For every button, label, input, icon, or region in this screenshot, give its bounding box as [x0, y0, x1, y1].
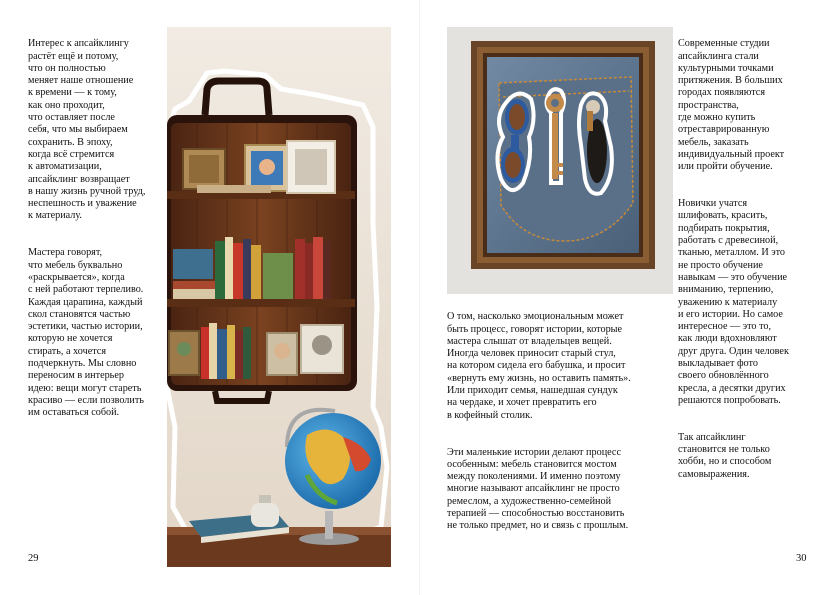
framed-denim-pocket-photo	[447, 27, 673, 294]
middle-paragraph-1: О том, насколько эмоциональным может быть процесс, говорят истории, которые мастера слышат от владельцев вещей. Иногда человек приносит старый стул, на котором сидела его бабушка, и просит «вернуть ему жизнь, но оставить память». Или приходит семья, нашедшая сундук на чердаке, и хочет превратить его в кофейный столик.	[447, 311, 631, 421]
page-number-right: 30	[796, 553, 807, 564]
left-paragraph-2: Мастера говорят, что мебель буквально «раскрывается», когда с ней работают терпеливо. Каждая царапина, каждый скол становятся частью эстетики, частью истории, которую не хочется стирать, а хочется подчеркнуть. Мы словно переносим в интерьер идею: вещи могут стареть красиво — если позволить им оставаться собой.	[28, 247, 144, 419]
middle-paragraph-2: Эти маленькие истории делают процесс особенным: мебель становится мостом между поколениями. И именно поэтому многие называют апсайклинг не просто ремеслом, а художественно-семейной терапией — способностью восстановить не только предмет, но и связь с прошлым.	[447, 446, 629, 532]
page-gutter	[419, 0, 420, 595]
page-number-left: 29	[28, 553, 39, 564]
left-paragraph-1: Интерес к апсайклингу растёт ещё и потому, что он полностью меняет наше отношение к времени — к тому, как оно проходит, что оставляет после себя, что мы выбираем сохранить. В эпоху, когда всё стремится к автоматизации, апсайклинг возвращает в нашу жизнь ручной труд, неспешность и уважение к материалу.	[28, 38, 146, 222]
suitcase-shelf-photo	[167, 27, 391, 567]
right-paragraph-3: Так апсайклинг становится не только хобби, но и способом самовыражения.	[678, 431, 772, 480]
right-text-column	[678, 26, 812, 493]
middle-text-column	[447, 299, 662, 545]
right-paragraph-1: Современные студии апсайклинга стали культурными точками притяжения. В больших городах появляются пространства, где можно купить отреставрированную мебель, заказать индивидуальный проект или пройти обучение.	[678, 38, 785, 173]
left-text-column	[28, 26, 164, 432]
right-paragraph-2: Новички учатся шлифовать, красить, подбирать покрытия, работать с древесиной, тканью, металлом. И это не просто обучение навыкам — это обучение вниманию, терпению, уважению к материалу и его истории. Но самое интересное — это то, как люди вдохновляют друг друга. Один человек выкладывает фото своего обновлённого кресла, а десятки других решаются попробовать.	[678, 198, 789, 406]
